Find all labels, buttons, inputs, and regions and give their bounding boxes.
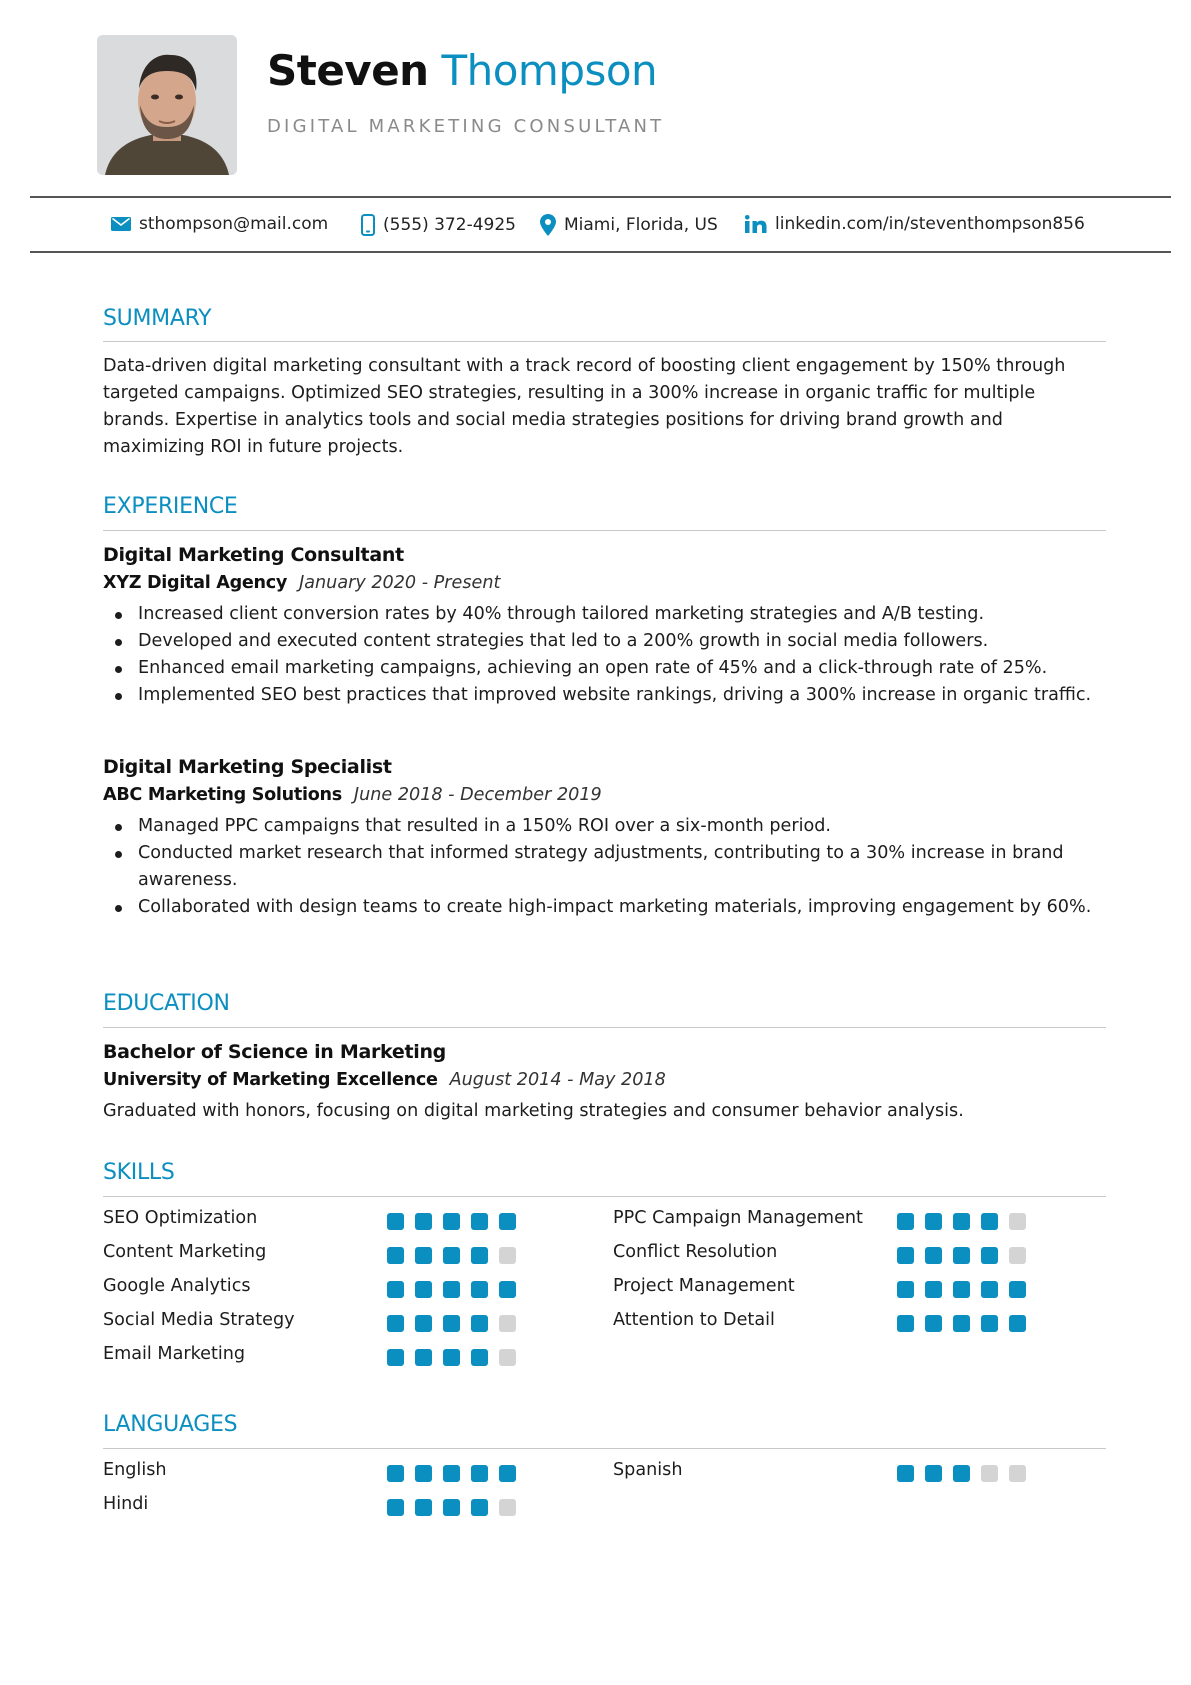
skills-rating [897,1247,1037,1264]
rating-dot-filled [981,1213,998,1230]
bullet-item: Conducted market research that informed strategy adjustments, contributing to a 30% increase in brand awareness. [103,840,1103,894]
skills-name: Attention to Detail [613,1310,775,1330]
job-bullets [103,813,1103,921]
rating-dot-empty [1009,1465,1026,1482]
job-dates: June 2018 - December 2019 [353,785,602,805]
rating-dot-empty [499,1499,516,1516]
rating-dot-filled [897,1315,914,1332]
rating-dot-filled [415,1465,432,1482]
job-title: Digital Marketing Consultant [103,544,404,566]
rating-dot-filled [981,1247,998,1264]
experience-heading: EXPERIENCE [103,494,238,519]
job-dates: January 2020 - Present [299,573,501,593]
education-heading: EDUCATION [103,991,230,1016]
rating-dot-filled [443,1315,460,1332]
bullet-item: Implemented SEO best practices that improved website rankings, driving a 300% increase in organic traffic. [103,682,1103,709]
rating-dot-filled [953,1281,970,1298]
last-name: Thompson [441,46,658,95]
rating-dot-filled [443,1213,460,1230]
location-pin-icon [540,214,556,236]
rating-dot-filled [471,1465,488,1482]
rating-dot-filled [443,1499,460,1516]
skills-rating [387,1213,527,1230]
rating-dot-empty [1009,1213,1026,1230]
education-org-line [103,1070,666,1090]
rating-dot-filled [471,1247,488,1264]
skills-name: PPC Campaign Management [613,1208,863,1228]
languages-rating [387,1499,527,1516]
rating-dot-filled [471,1315,488,1332]
skills-name: Project Management [613,1276,795,1296]
rating-dot-filled [443,1247,460,1264]
rating-dot-filled [499,1465,516,1482]
skills-name: Conflict Resolution [613,1242,778,1262]
skills-rating [897,1213,1037,1230]
rating-dot-filled [897,1281,914,1298]
email-text: sthompson@mail.com [139,214,329,234]
company-name: XYZ Digital Agency [103,573,288,593]
rating-dot-filled [499,1281,516,1298]
skills-rating [387,1349,527,1366]
contact-location [540,214,718,236]
company-name: ABC Marketing Solutions [103,785,342,805]
summary-text: Data-driven digital marketing consultant with a track record of boosting client engagement by 150% through targeted campaigns. Optimized SEO strategies, resulting in a 300% increase in organic traffic for multiple brands. Expertise in analytics tools and social media strategies positions for driving brand growth and maximizing ROI in future projects. [103,356,1066,457]
skills-name: Email Marketing [103,1344,246,1364]
rating-dot-filled [387,1247,404,1264]
summary-divider [103,341,1106,342]
candidate-name [267,46,658,95]
rating-dot-filled [1009,1315,1026,1332]
languages-rating [387,1465,527,1482]
rating-dot-filled [925,1315,942,1332]
languages-name: Spanish [613,1460,683,1480]
linkedin-icon [745,215,767,233]
skills-rating [387,1315,527,1332]
mobile-phone-icon [361,214,375,236]
bullet-item: Increased client conversion rates by 40% through tailored marketing strategies and A/B testing. [103,601,1103,628]
rating-dot-filled [953,1247,970,1264]
profile-photo-image [97,35,237,175]
rating-dot-filled [387,1315,404,1332]
rating-dot-empty [981,1465,998,1482]
rating-dot-filled [387,1499,404,1516]
rating-dot-filled [897,1465,914,1482]
rating-dot-filled [925,1465,942,1482]
languages-name: English [103,1460,167,1480]
rating-dot-filled [953,1213,970,1230]
location-text: Miami, Florida, US [564,215,718,235]
rating-dot-empty [499,1247,516,1264]
rating-dot-filled [953,1465,970,1482]
rating-dot-filled [387,1465,404,1482]
job-org-line [103,785,602,805]
rating-dot-filled [981,1281,998,1298]
job-bullets [103,601,1103,709]
contact-phone[interactable] [361,214,516,236]
rating-dot-filled [499,1213,516,1230]
rating-dot-filled [925,1247,942,1264]
rating-dot-filled [953,1315,970,1332]
rating-dot-filled [387,1281,404,1298]
experience-divider [103,530,1106,531]
skills-name: SEO Optimization [103,1208,258,1228]
job-org-line [103,573,500,593]
rating-dot-empty [499,1349,516,1366]
degree-title: Bachelor of Science in Marketing [103,1041,446,1063]
rating-dot-filled [471,1281,488,1298]
languages-heading: LANGUAGES [103,1412,238,1437]
rating-dot-filled [443,1349,460,1366]
rating-dot-filled [1009,1281,1026,1298]
rating-dot-filled [415,1349,432,1366]
contact-email[interactable] [111,214,328,234]
education-description: Graduated with honors, focusing on digital marketing strategies and consumer behavior analysis. [103,1101,964,1121]
contact-linkedin[interactable] [745,214,1085,234]
rating-dot-filled [471,1213,488,1230]
rating-dot-empty [499,1315,516,1332]
rating-dot-filled [387,1213,404,1230]
profile-photo [97,35,237,175]
bullet-item: Managed PPC campaigns that resulted in a 150% ROI over a six-month period. [103,813,1103,840]
rating-dot-filled [415,1281,432,1298]
rating-dot-filled [925,1213,942,1230]
rating-dot-filled [443,1281,460,1298]
skills-rating [897,1315,1037,1332]
phone-text: (555) 372-4925 [383,215,516,235]
first-name: Steven [267,46,429,95]
rating-dot-filled [415,1315,432,1332]
skills-divider [103,1196,1106,1197]
job-role: DIGITAL MARKETING CONSULTANT [267,116,665,137]
envelope-icon [111,217,131,231]
rating-dot-empty [1009,1247,1026,1264]
skills-name: Google Analytics [103,1276,251,1296]
rating-dot-filled [415,1499,432,1516]
skills-rating [387,1247,527,1264]
education-divider [103,1027,1106,1028]
job-title: Digital Marketing Specialist [103,756,392,778]
skills-name: Content Marketing [103,1242,267,1262]
skills-heading: SKILLS [103,1160,175,1185]
skills-rating [897,1281,1037,1298]
rating-dot-filled [471,1499,488,1516]
summary-heading: SUMMARY [103,306,212,331]
rating-dot-filled [387,1349,404,1366]
bullet-item: Collaborated with design teams to create high-impact marketing materials, improving engagement by 60%. [103,894,1103,921]
linkedin-text: linkedin.com/in/steventhompson856 [775,214,1085,234]
skills-name: Social Media Strategy [103,1310,295,1330]
contact-bar [30,196,1171,253]
education-dates: August 2014 - May 2018 [449,1070,666,1090]
rating-dot-filled [471,1349,488,1366]
rating-dot-filled [415,1247,432,1264]
bullet-item: Developed and executed content strategies that led to a 200% growth in social media followers. [103,628,1103,655]
rating-dot-filled [897,1213,914,1230]
rating-dot-filled [443,1465,460,1482]
rating-dot-filled [981,1315,998,1332]
languages-name: Hindi [103,1494,149,1514]
languages-rating [897,1465,1037,1482]
rating-dot-filled [415,1213,432,1230]
rating-dot-filled [897,1247,914,1264]
bullet-item: Enhanced email marketing campaigns, achieving an open rate of 45% and a click-through rate of 25%. [103,655,1103,682]
rating-dot-filled [925,1281,942,1298]
skills-rating [387,1281,527,1298]
school-name: University of Marketing Excellence [103,1070,438,1090]
languages-divider [103,1448,1106,1449]
